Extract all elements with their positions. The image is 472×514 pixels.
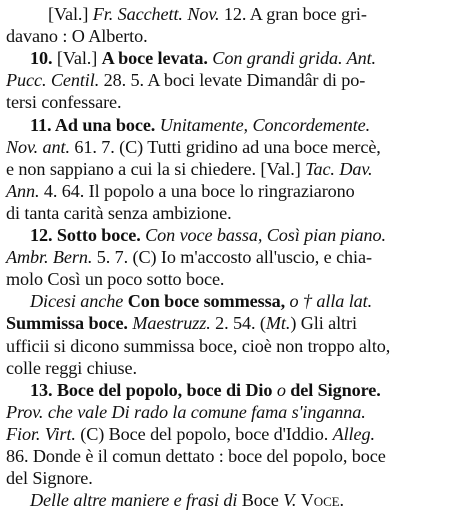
text-segment: 61. 7. (C) Tutti gridino ad una boce mercè, [69,136,381,157]
text-segment: o [276,379,286,400]
text-segment: Boce del popolo, boce di Dio [56,379,273,400]
text-segment: davano : O Alberto. [6,26,148,47]
text-segment: Con grandi grida. Ant. [212,48,376,69]
text-segment: Ann. [6,180,40,201]
text-segment: 11. [30,114,55,135]
text-segment: 4. 64. Il popolo a una boce lo ringraziarono [39,180,355,201]
text-segment: 12. [30,225,57,245]
text-segment: del Signore. [290,379,381,400]
text-segment: Summissa boce. [6,313,128,334]
text-segment: tersi confessare. [6,92,122,113]
text-segment: Dicesi anche [30,291,128,312]
text-segment: ) Gli altri [290,313,357,334]
text-segment: 86. Donde è il comun dettato : boce del popolo, boce [6,446,386,466]
text-segment: Alleg. [332,423,375,444]
text-segment: 13. [30,379,57,400]
text-segment: A boce levata. [101,48,208,69]
text-segment: molo Così un poco sotto boce. [6,269,225,290]
text-segment: 2. 54. ( [210,313,266,334]
text-segment: Ambr. Bern. [6,247,93,268]
text-segment: Ad una boce. [54,114,156,135]
text-segment: [Val.] [48,4,93,24]
text-segment: ufficii si dicono summissa boce, cioè non troppo alto, [6,335,391,356]
text-segment: Unitamente, Concordemente. [159,114,371,135]
text-segment: [Val.] [56,48,102,69]
text-segment: 12. A gran boce gri- [219,4,367,24]
text-line [30,488,466,514]
text-segment: del Signore. [6,468,93,489]
text-segment: 10. [30,48,57,69]
text-segment: V. [283,490,297,511]
text-segment: Prov. che vale Di rado la comune fama s'inganna. [6,401,366,422]
text-segment: Voce. [300,490,344,511]
text-segment: Maestruzz. [132,313,211,334]
text-segment: Sotto boce. [56,225,141,245]
text-segment: Tac. Dav. [305,158,373,179]
text-segment: Mt. [265,313,291,334]
text-segment: 28. 5. A boci levate Dimandâr di po- [99,70,366,91]
text-segment: Fior. Virt. [6,423,76,444]
text-segment: Fr. Sacchett. Nov. [92,4,220,24]
text-segment: Pucc. Centil. [6,70,100,91]
text-segment: Con voce bassa, Così pian piano. [145,225,386,245]
text-segment: Delle altre maniere e frasi di [30,490,242,511]
text-segment: e non sappiano a cui la si chiedere. [Val.] [6,158,306,179]
text-segment: 5. 7. (C) Io m'accosto all'uscio, e chia- [92,247,372,268]
text-segment: (C) Boce del popolo, boce d'Iddio. [75,423,333,444]
text-segment: o † alla lat. [289,291,373,312]
text-segment: di tanta carità senza ambizione. [6,202,232,223]
text-segment: Con boce sommessa, [127,291,286,312]
text-segment: Boce [241,490,279,511]
text-segment: colle reggi chiuse. [6,357,137,378]
text-segment: Nov. ant. [6,136,70,157]
